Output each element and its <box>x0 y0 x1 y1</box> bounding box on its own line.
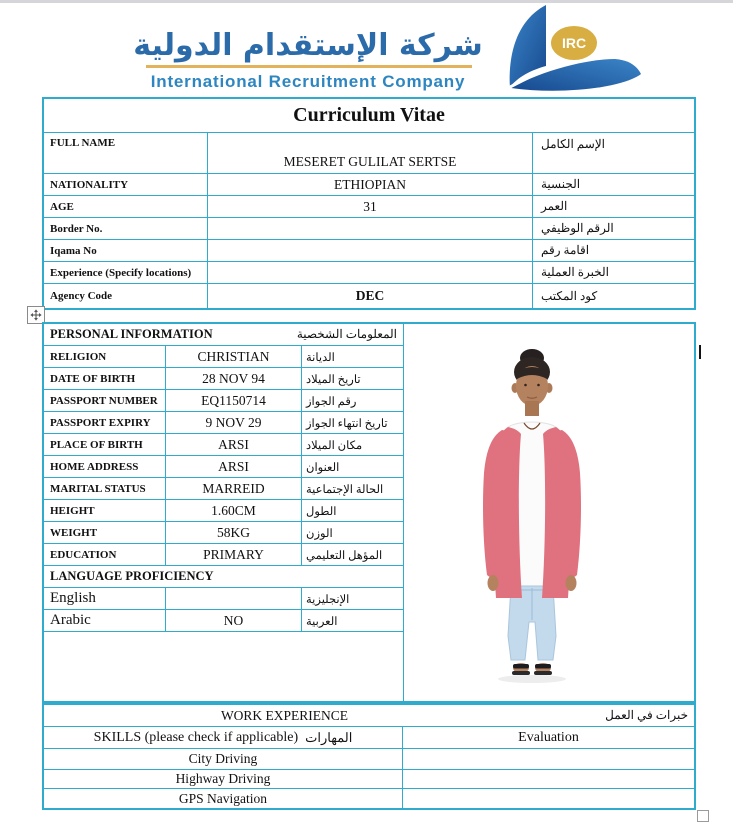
table-resize-handle[interactable] <box>697 810 709 822</box>
field-label: HOME ADDRESS <box>44 456 166 477</box>
field-label: RELIGION <box>44 346 166 367</box>
table-row <box>44 770 694 789</box>
language-label-arabic: العربية <box>306 615 338 628</box>
field-label-arabic: الخبرة العملية <box>541 265 610 279</box>
field-value[interactable] <box>208 240 533 261</box>
field-value[interactable]: MARREID <box>166 478 302 499</box>
skill-evaluation[interactable] <box>403 749 694 769</box>
table-row <box>44 610 403 632</box>
table-row <box>44 500 403 522</box>
language-value[interactable]: NO <box>166 610 302 631</box>
table-row <box>44 174 694 196</box>
section-title: LANGUAGE PROFICIENCY <box>50 569 214 583</box>
cv-info-table <box>42 97 696 310</box>
skill-name: City Driving <box>44 749 403 769</box>
field-label: FULL NAME <box>44 133 208 173</box>
field-label: Experience (Specify locations) <box>44 262 208 283</box>
field-label-arabic: العنوان <box>306 461 340 474</box>
field-value[interactable]: 9 NOV 29 <box>166 412 302 433</box>
field-value[interactable]: DEC <box>208 284 533 308</box>
table-row <box>44 284 694 308</box>
applicant-photo[interactable] <box>404 338 696 688</box>
field-label-arabic: كود المكتب <box>541 288 598 303</box>
field-label: PASSPORT NUMBER <box>44 390 166 411</box>
personal-info-columns <box>44 324 404 701</box>
table-row <box>44 588 403 610</box>
company-header <box>0 0 733 95</box>
field-label-arabic: الطول <box>306 505 337 518</box>
field-value[interactable] <box>208 218 533 239</box>
field-value[interactable]: CHRISTIAN <box>166 346 302 367</box>
company-logo-icon <box>503 2 643 94</box>
field-value[interactable]: 1.60CM <box>166 500 302 521</box>
evaluation-header: Evaluation <box>518 729 579 745</box>
section-header-row <box>44 324 403 346</box>
field-value[interactable]: EQ1150714 <box>166 390 302 411</box>
field-label: Agency Code <box>44 284 208 308</box>
table-row <box>44 749 694 770</box>
skill-name: GPS Navigation <box>44 789 403 808</box>
field-label: WEIGHT <box>44 522 166 543</box>
section-header-row <box>44 566 403 588</box>
skills-header <box>44 727 403 748</box>
field-label-arabic: الجنسية <box>541 177 581 191</box>
language-label: English <box>44 588 166 609</box>
field-label-arabic: تاريخ الميلاد <box>306 373 361 386</box>
field-value[interactable] <box>208 262 533 283</box>
logo-text: IRC <box>561 35 587 51</box>
section-title: PERSONAL INFORMATION <box>50 327 213 341</box>
table-row <box>44 99 694 133</box>
field-label-arabic: اقامة رقم <box>541 243 590 257</box>
work-experience-row <box>44 705 694 727</box>
empty-cell <box>44 632 403 701</box>
table-row <box>44 434 403 456</box>
field-value[interactable]: 28 NOV 94 <box>166 368 302 389</box>
field-value[interactable]: ETHIOPIAN <box>208 174 533 195</box>
table-row <box>44 789 694 808</box>
field-label: AGE <box>44 196 208 217</box>
field-value[interactable]: 58KG <box>166 522 302 543</box>
field-label: PASSPORT EXPIRY <box>44 412 166 433</box>
table-row <box>44 478 403 500</box>
table-row <box>44 544 403 566</box>
field-label: Border No. <box>44 218 208 239</box>
field-value[interactable]: ARSI <box>166 434 302 455</box>
company-name-arabic: شركة الإستقدام الدولية <box>133 28 483 63</box>
field-label: MARITAL STATUS <box>44 478 166 499</box>
skill-evaluation[interactable] <box>403 770 694 788</box>
field-label: HEIGHT <box>44 500 166 521</box>
field-label-arabic: الوزن <box>306 527 333 540</box>
document-title: Curriculum Vitae <box>293 104 445 126</box>
skills-header-row <box>44 727 694 749</box>
table-row <box>44 133 694 174</box>
company-name-english: International Recruitment Company <box>150 71 466 91</box>
field-label-arabic: الديانة <box>306 351 335 364</box>
skill-name: Highway Driving <box>44 770 403 788</box>
work-experience-title-arabic: خبرات في العمل <box>605 708 688 722</box>
table-row <box>44 412 403 434</box>
text-cursor <box>699 345 701 359</box>
company-name-block <box>108 30 508 92</box>
skills-header-arabic: المهارات <box>305 729 353 745</box>
table-row <box>44 456 403 478</box>
work-experience-title: WORK EXPERIENCE <box>220 707 349 723</box>
gold-underline <box>146 65 472 68</box>
move-icon <box>30 309 42 321</box>
language-label-arabic: الإنجليزية <box>306 593 350 606</box>
field-label-arabic: تاريخ انتهاء الجواز <box>306 417 388 430</box>
field-label-arabic: الإسم الكامل <box>541 137 606 151</box>
table-row <box>44 522 403 544</box>
photo-cell <box>404 324 694 701</box>
field-label-arabic: الحالة الإجتماعية <box>306 483 384 496</box>
table-row <box>44 240 694 262</box>
field-label-arabic: المؤهل التعليمي <box>306 549 383 562</box>
table-row <box>44 196 694 218</box>
field-label: PLACE OF BIRTH <box>44 434 166 455</box>
language-value[interactable] <box>166 588 302 609</box>
field-label: EDUCATION <box>44 544 166 565</box>
personal-info-table <box>42 322 696 703</box>
field-label-arabic: العمر <box>541 199 568 213</box>
field-label: NATIONALITY <box>44 174 208 195</box>
table-row <box>44 390 403 412</box>
field-value[interactable]: PRIMARY <box>166 544 302 565</box>
skill-evaluation[interactable] <box>403 789 694 808</box>
field-label-arabic: رقم الجواز <box>306 395 357 408</box>
table-row <box>44 368 403 390</box>
field-value[interactable]: MESERET GULILAT SERTSE <box>208 133 533 173</box>
work-skills-table <box>42 703 696 810</box>
field-label-arabic: مكان الميلاد <box>306 439 363 452</box>
field-label: DATE OF BIRTH <box>44 368 166 389</box>
field-label-arabic: الرقم الوظيفي <box>541 221 614 235</box>
table-row <box>44 262 694 284</box>
section-title-arabic: المعلومات الشخصية <box>296 327 397 341</box>
field-label: Iqama No <box>44 240 208 261</box>
language-label: Arabic <box>44 610 166 631</box>
table-row <box>44 346 403 368</box>
skills-header-text: SKILLS (please check if applicable) <box>93 729 299 745</box>
table-row <box>44 218 694 240</box>
field-value[interactable]: ARSI <box>166 456 302 477</box>
field-value[interactable]: 31 <box>208 196 533 217</box>
